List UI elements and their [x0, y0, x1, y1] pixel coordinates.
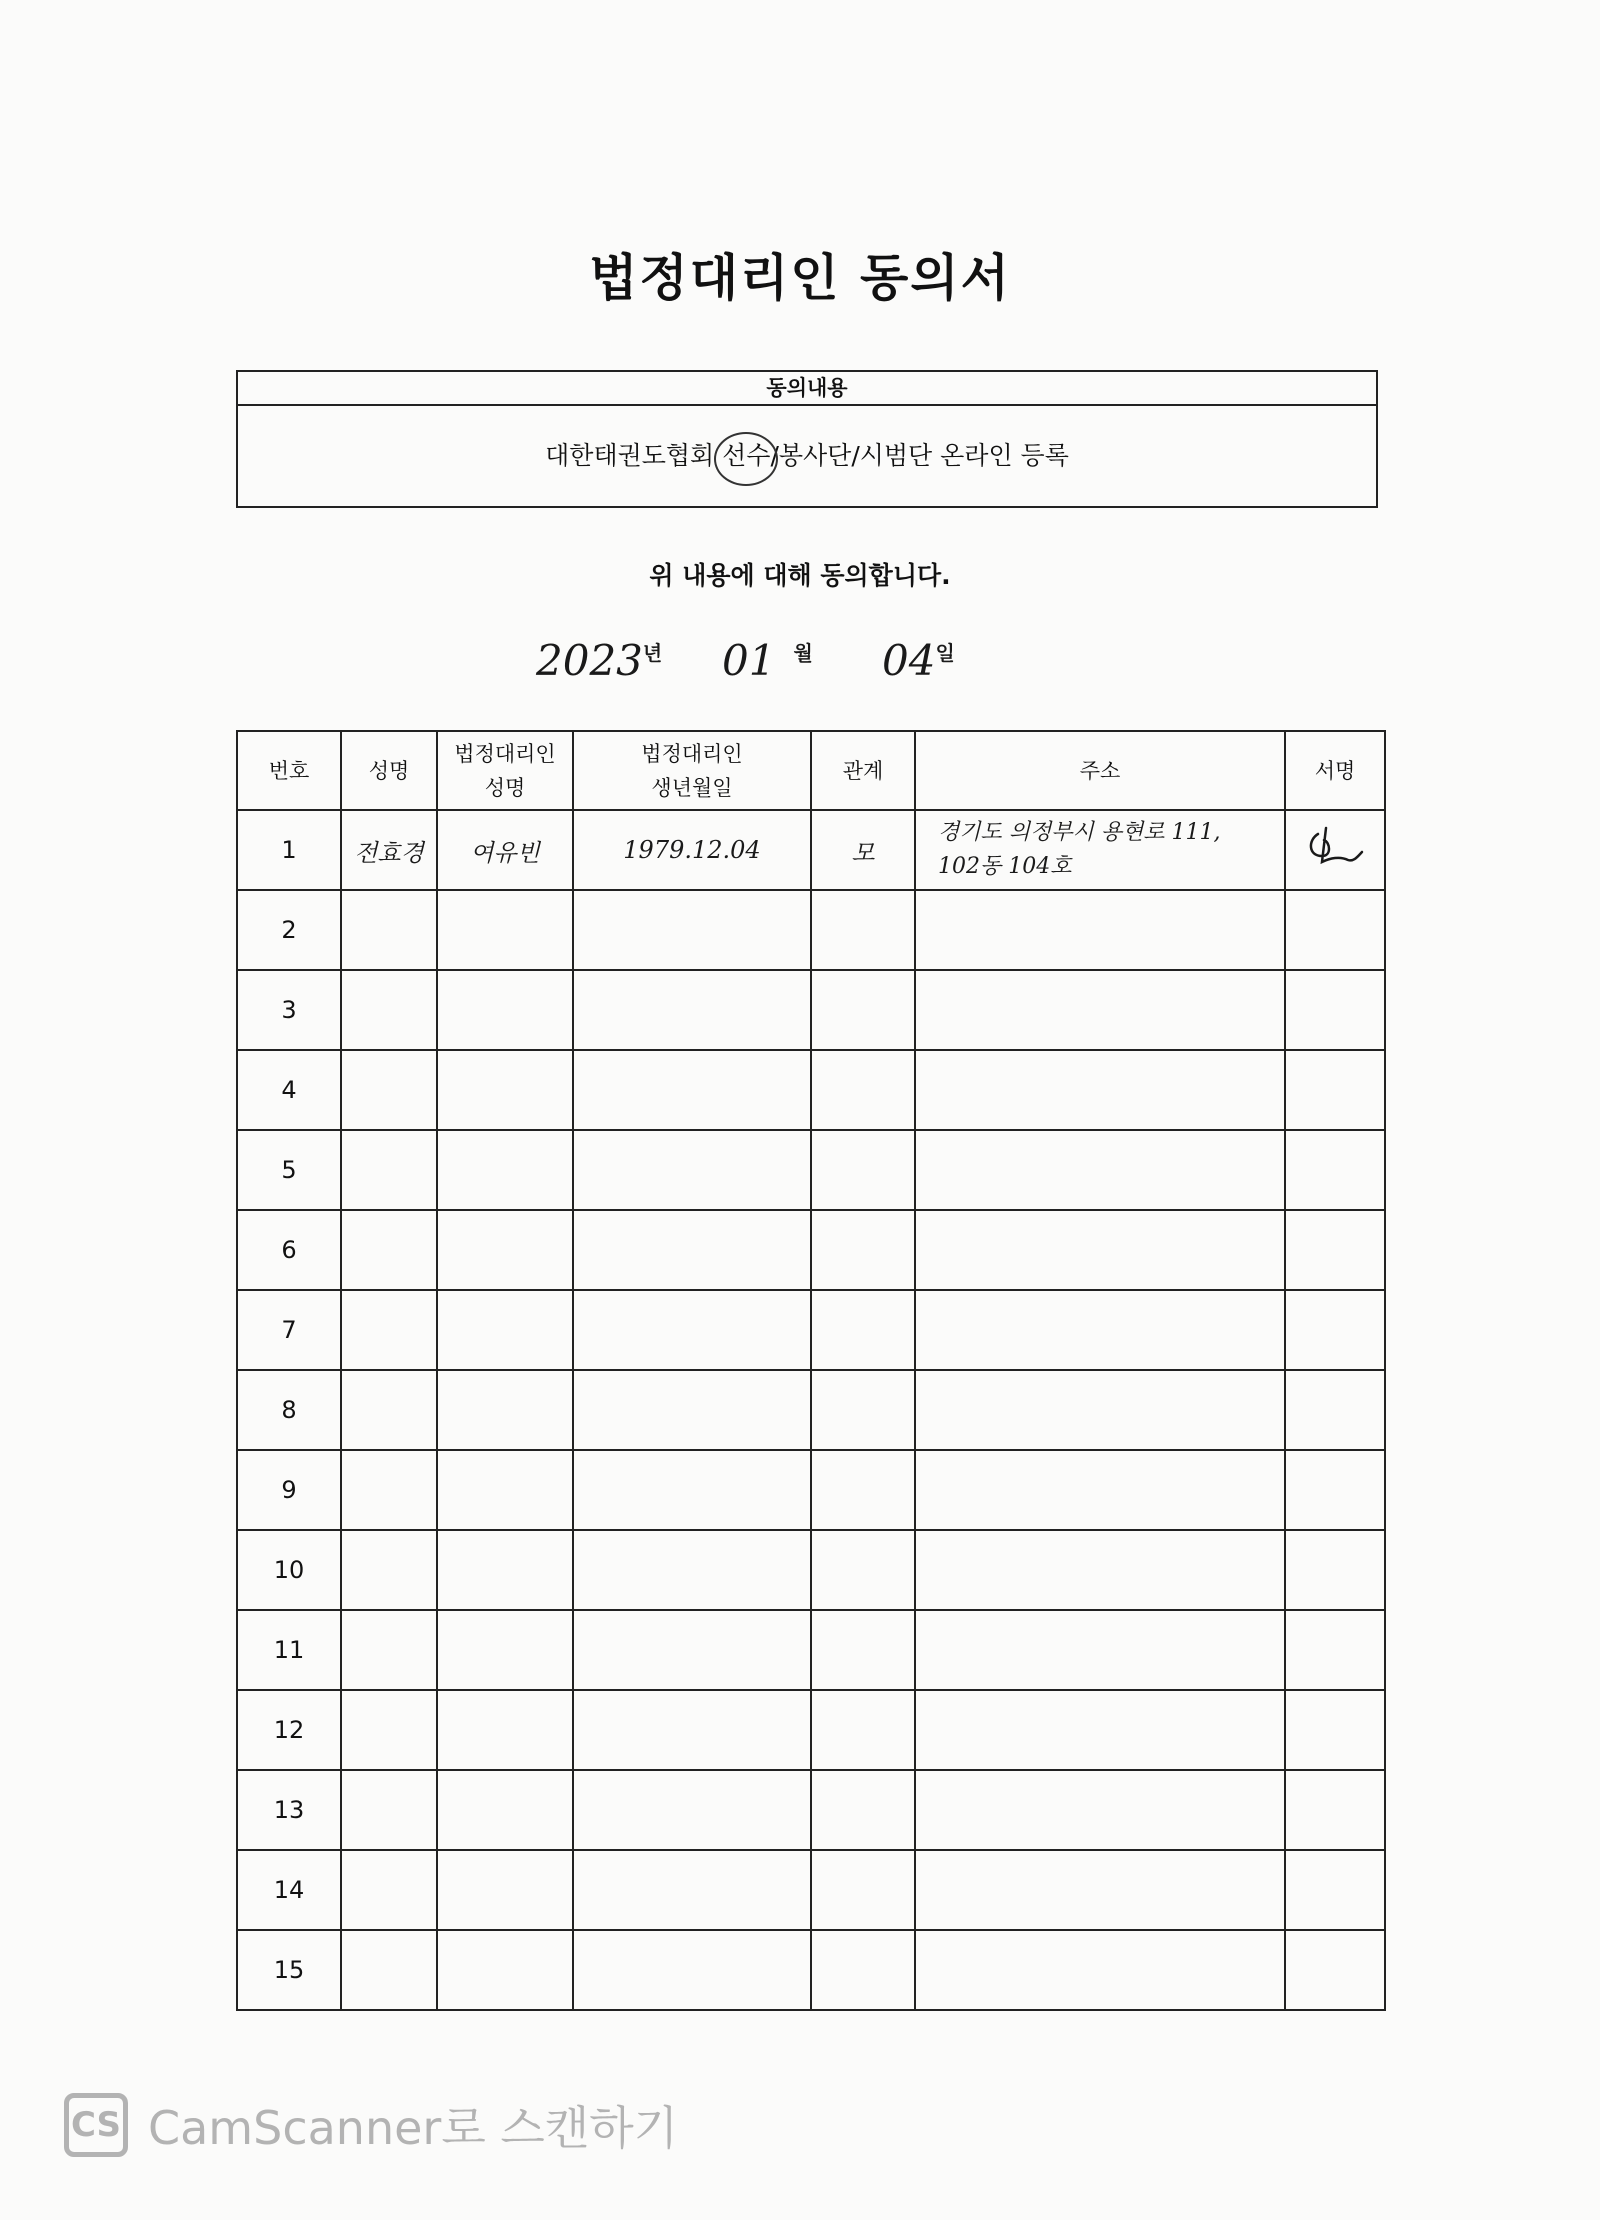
row-no: 5: [237, 1130, 341, 1210]
header-guardian-name-line2: 성명: [484, 775, 526, 800]
camscanner-logo-icon: CS: [64, 2093, 128, 2157]
table-row: [237, 1530, 1385, 1610]
date-day: [882, 636, 955, 685]
header-guardian-dob-line1: 법정대리인: [641, 741, 743, 766]
row-no: 14: [237, 1850, 341, 1930]
consent-header: 동의내용: [238, 372, 1376, 406]
date-day-unit: 일: [935, 641, 955, 665]
table-row: [237, 1610, 1385, 1690]
header-guardian-name-line1: 법정대리인: [454, 741, 556, 766]
table-row: [237, 1290, 1385, 1370]
circled-option: 선수: [722, 406, 770, 506]
date-year-unit: 년: [642, 641, 663, 665]
table-row: [237, 1930, 1385, 2010]
header-guardian-dob: [573, 731, 811, 810]
row-signature: [1285, 810, 1385, 890]
row-no: 10: [237, 1530, 341, 1610]
row-no: 11: [237, 1610, 341, 1690]
row-no: 12: [237, 1690, 341, 1770]
row-address-line1: 경기도 의정부시 용현로 111,: [938, 820, 1221, 845]
table-row: [237, 1130, 1385, 1210]
row-no: 13: [237, 1770, 341, 1850]
consent-suffix: /봉사단/시범단 온라인 등록: [770, 441, 1069, 470]
table-row: [237, 1210, 1385, 1290]
date-year: [536, 636, 662, 685]
date-year-value: 2023: [536, 636, 643, 685]
row-address: [915, 810, 1285, 890]
header-guardian-dob-line2: 생년월일: [651, 775, 733, 800]
consent-content: [238, 406, 1376, 506]
row-no: 2: [237, 890, 341, 970]
consent-box: [236, 370, 1378, 508]
table-row: [237, 1690, 1385, 1770]
row-no: 6: [237, 1210, 341, 1290]
table-row: [237, 1850, 1385, 1930]
header-signature: 서명: [1285, 731, 1385, 810]
handwritten-signature: [1300, 822, 1370, 872]
header-no: 번호: [237, 731, 341, 810]
table-header-row: [237, 731, 1385, 810]
table-row: [237, 810, 1385, 890]
watermark-text: CamScanner로 스캔하기: [148, 2101, 679, 2155]
row-name: 전효경: [341, 810, 437, 890]
table-row: [237, 1370, 1385, 1450]
table-row: [237, 890, 1385, 970]
table-row: [237, 1450, 1385, 1530]
date-month-value: 01: [722, 636, 776, 685]
table-row: [237, 1050, 1385, 1130]
camscanner-watermark: [64, 2092, 678, 2158]
row-guardian-dob: 1979.12.04: [573, 810, 811, 890]
table-row: [237, 970, 1385, 1050]
page-title: 법정대리인 동의서: [589, 249, 1011, 307]
row-no: 8: [237, 1370, 341, 1450]
row-no: 7: [237, 1290, 341, 1370]
date-month: [722, 636, 813, 685]
row-no: 4: [237, 1050, 341, 1130]
consent-prefix: 대한태권도협회: [545, 441, 723, 470]
table-row: [237, 1770, 1385, 1850]
row-guardian-name: 여유빈: [437, 810, 573, 890]
row-no: 3: [237, 970, 341, 1050]
header-relation: 관계: [811, 731, 915, 810]
header-address: 주소: [915, 731, 1285, 810]
row-no: 15: [237, 1930, 341, 2010]
header-name: 성명: [341, 731, 437, 810]
row-address-line2: 102동 104호: [938, 854, 1072, 879]
header-guardian-name: [437, 731, 573, 810]
row-relation: 모: [811, 810, 915, 890]
agreement-text: 위 내용에 대해 동의합니다.: [649, 561, 951, 590]
date-day-value: 04: [882, 636, 936, 685]
roster-table: [236, 730, 1386, 2011]
date-month-unit: 월: [793, 641, 813, 665]
row-no: 1: [237, 810, 341, 890]
row-no: 9: [237, 1450, 341, 1530]
